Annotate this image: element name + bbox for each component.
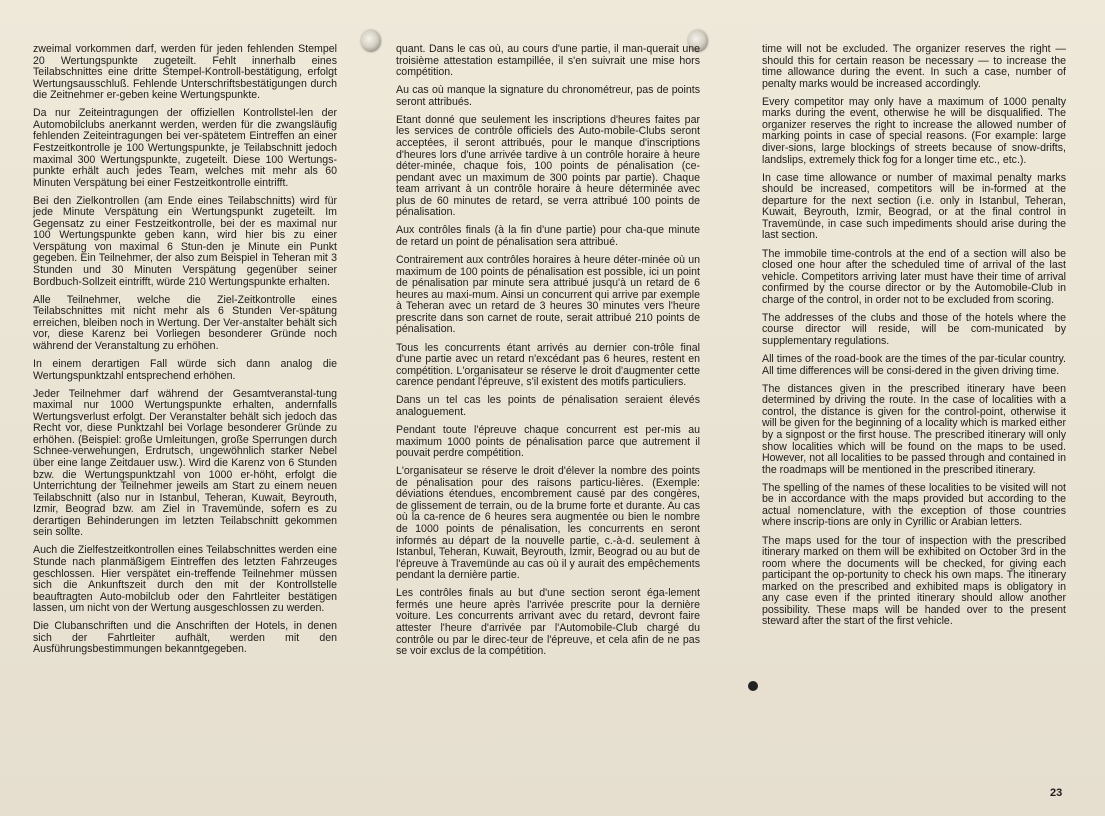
german-paragraph: Alle Teilnehmer, welche die Ziel-Zeitkontrolle eines Teilabschnittes mit nicht mehr als 6 Stunden Ver-spätung erreichen, bleiben noch in Wertung. Der Ver-anstalter behält sich vor, diese Karenz bei Vorliegen besonderer Gründe noch während der Veranstaltung zu erhöhen. (33, 293, 337, 352)
french-paragraph: Tous les concurrents étant arrivés au dernier con-trôle final d'une partie avec un retard n'excédant pas 6 heures, restent en compétition. L'organisateur se réserve le droit d'augmenter cette carence pendant l'épreuve, s'il existent des motifs particuliers. (396, 341, 700, 389)
english-paragraph: The distances given in the prescribed itinerary have been determined by driving the route. In the case of localities with a control, the distance is given for the control-point, otherwise it will be given for the beginning of a locality which is marked either by a signpost or the first house. The prescribed itinerary will only show localities which will be found on the maps to be used. However, not all localities to be passed through and contained in the roadmaps will be mentioned in the prescribed itinerary. (762, 382, 1066, 476)
french-paragraph: Contrairement aux contrôles horaires à heure déter-minée où un maximum de 100 points de pénalisation est possible, ici un point de pénalisation par minute sera attribué jusqu'à un retard de 6 heures au maxi-mum. Ainsi un concurrent qui arrive par exemple à Teheran avec un retard de 3 heures 30 minutes vers l'heure prescrite dans son carnet de route, serait attribué 210 points de pénalisation. (396, 254, 700, 336)
english-paragraph: time will not be excluded. The organizer reserves the right — should this for certain reason be necessary — to increase the time allowance during the event. In such a case, number of penalty marks would be increased accordingly. (762, 43, 1066, 90)
german-column (33, 44, 337, 663)
german-paragraph: In einem derartigen Fall würde sich dann analog die Wertungspunktzahl entsprechend erhöhen. (33, 358, 337, 382)
french-paragraph: Les contrôles finals au but d'une section seront éga-lement fermés une heure après l'arrivée prescrite pour la dernière voiture. Les concurrents arrivant avec du retard, devront faire attester l'heure d'arrivée par l'Automobile-Club chargé du contrôle ou par le direc-teur de l'épreuve, et cela afin de ne pas se voir exclus de la compétition. (396, 587, 700, 658)
english-paragraph: The immobile time-controls at the end of a section will also be closed one hour after the scheduled time of arrival of the last vehicle. Competitors arriving later must have their time of arrival confirmed by the course director or by the Automobile-Club in charge of the control, in order not to be excluded from scoring. (762, 247, 1066, 306)
margin-bullet-mark (748, 681, 758, 691)
english-paragraph: Every competitor may only have a maximum of 1000 penalty marks during the event, otherwise he will be disqualified. The organizer reserves the right to increase the allowed number of marking points in case of special reasons. (For example: large diver-sions, large blockings of streets because of snow-drifts, landslips, extremely thick fog for a longer time etc., etc.). (762, 95, 1066, 166)
french-column (396, 44, 700, 664)
german-paragraph: Da nur Zeiteintragungen der offiziellen Kontrollstel-len der Automobilclubs anerkannt werden, werden für die zwangsläufig fehlenden Zeiteintragungen bei ver-spätetem Eintreffen an einer Festzeitkontrolle je 100 Wertungspunkte, je Teilabschnitt jedoch maximal 300 Wertungspunkte, zugeteilt. Diese 100 Wertungs-punkte erhält auch jedes Team, welches mit mehr als 60 Minuten Verspätung bei einer Festzeitkontrolle eintrifft. (33, 107, 337, 189)
page-number: 23 (1050, 787, 1063, 799)
french-paragraph: Pendant toute l'épreuve chaque concurrent est per-mis au maximum 1000 points de pénalisation parce que autrement il pouvait perdre compétition. (396, 424, 700, 460)
english-paragraph: The maps used for the tour of inspection with the prescribed itinerary marked on them will be exhibited on October 3rd in the room where the documents will be checked, for giving each participant the op-portunity to check his own maps. The itinerary marked on the prescribed and exhibited maps is obligatory in any case even if the printed itinerary should allow another possibility. These maps will be handed over to the present steward after the start of the first vehicle. (762, 534, 1066, 628)
english-paragraph: In case time allowance or number of maximal penalty marks should be increased, competitors will be in-formed at the departure for the next section (i.e. only in Istanbul, Teheran, Kuwait, Beyrouth, Izmir, Beograd, or at the final control in Travemünde, in case such impediments should arise during the last section. (762, 171, 1066, 242)
english-paragraph: The addresses of the clubs and those of the hotels where the course director will reside, will be com-municated by supplementary regulations. (762, 311, 1066, 347)
german-paragraph: Jeder Teilnehmer darf während der Gesamtveranstal-tung maximal nur 1000 Wertungspunkte erhalten, andernfalls Wertungsverlust erfolgt. Der Veranstalter behält sich jedoch das Recht vor, diese Punktzahl bei Vorlage besonderer Gründe zu erhöhen. (Beispiel: große Umleitungen, große Sperrungen durch Schnee-verwehungen, Erdrutsch, ungewöhnlich starker Nebel über eine lange Zeitdauer usw.). Wird die Karenz von 6 Stunden bzw. die Wertungspunktzahl von 1000 er-höht, erfolgt die Unterrichtung der Teilnehmer jeweils am Start zu einem neuen Teilabschnitt (also nur in Istanbul, Teheran, Kuwait, Beyrouth, Izmir, Beograd bzw. am Ziel in Travemünde, sofern es zu derartigen Behinderungen im letzten Teilabschnitt gekommen sein sollte. (33, 387, 337, 539)
german-paragraph: Bei den Zielkontrollen (am Ende eines Teilabschnitts) wird für jede Minute Verspätung ein Wertungspunkt zugeteilt. Im Gegensatz zu einer Festzeitkontrolle, bei der es maximal nur 100 Wertungspunkte geben kann, wird hier bis zu einer Verspätung von maximal 6 Stun-den je Minute ein Punkt gegeben. Ein Teilnehmer, der also zum Beispiel in Teheran mit 3 Stunden und 30 Minuten Verspätung gegenüber seiner Bordbuch-Sollzeit eintrifft, würde 210 Wertungspunkte erhalten. (33, 194, 337, 288)
german-paragraph: zweimal vorkommen darf, werden für jeden fehlenden Stempel 20 Wertungspunkte zugeteilt. Fehlt innerhalb eines Teilabschnittes eine dritte Stempel-Kontroll-bestätigung, erfolgt Wertungsausschluß. Fehlende Unterschriftsbestätigungen durch die Zeitnehmer er-geben keine Wertungspunkte. (33, 43, 337, 102)
english-paragraph: The spelling of the names of these localities to be visited will not be in accordance with the maps provided but according to the actual nomenclature, with the exception of those countries where inscrip-tions are only in Cyrillic or Arabian letters. (762, 481, 1066, 529)
french-paragraph: Etant donné que seulement les inscriptions d'heures faites par les services de contrôle officiels des Auto-mobile-Clubs seront acceptées, il seront attribués, pour le manque d'inscriptions d'heures lors d'une arrivée tardive à un contrôle horaire à heure déter-minée, chaque fois, 100 points de pénalisation (ce-pendant avec un maximum de 300 points par partie). Chaque team arrivant à un contrôle horaire à heure déterminée avec plus de 60 minutes de retard, se verra attribué 100 points de pénalisation. (396, 113, 700, 219)
english-column (762, 44, 1066, 635)
english-paragraph: All times of the road-book are the times of the par-ticular country. All time differences will be consi-dered in the given driving time. (762, 353, 1066, 377)
binder-hole-left (361, 30, 381, 52)
french-paragraph: Dans un tel cas les points de pénalisation seraient élevés analoguement. (396, 394, 700, 418)
french-paragraph: quant. Dans le cas où, au cours d'une partie, il man-querait une troisième attestation estampillée, il s'en suivrait une mise hors compétition. (396, 43, 700, 79)
french-paragraph: Aux contrôles finals (à la fin d'une partie) pour cha-que minute de retard un point de pénalisation sera attribué. (396, 224, 700, 248)
german-paragraph: Auch die Zielfestzeitkontrollen eines Teilabschnittes werden eine Stunde nach planmäßigem Eintreffen des letzten Fahrzeuges geschlossen. Hier verspätet ein-treffende Teilnehmer müssen sich die Ankunftszeit durch den mit der Kontrollstelle beauftragten Auto-mobilclub oder den Fahrtleiter bestätigen lassen, um nicht von der Wertung ausgeschlossen zu werden. (33, 544, 337, 615)
french-paragraph: Au cas où manque la signature du chronométreur, pas de points seront attribués. (396, 84, 700, 108)
french-paragraph: L'organisateur se réserve le droit d'élever la nombre des points de pénalisation pour des raisons particu-lières. (Exemple: déviations étendues, encombrement causé par des congères, de glissement de terrain, ou de la brume forte et durante. Au cas où la ca-rence de 6 heures sera augmentée ou bien le nombre de 1000 points de pénalisation, les concurrents en seront informés au départ de la nouvelle partie, c.-à-d. seulement à Istanbul, Teheran, Kuwait, Beyrouth, Izmir, Beograd ou au but de l'épreuve à Travemünde au cas où il y aurait des empêchements pendant la dernière partie. (396, 465, 700, 582)
german-paragraph: Die Clubanschriften und die Anschriften der Hotels, in denen sich der Fahrtleiter aufhält, werden mit den Ausführungsbestimmungen bekanntgegeben. (33, 620, 337, 656)
